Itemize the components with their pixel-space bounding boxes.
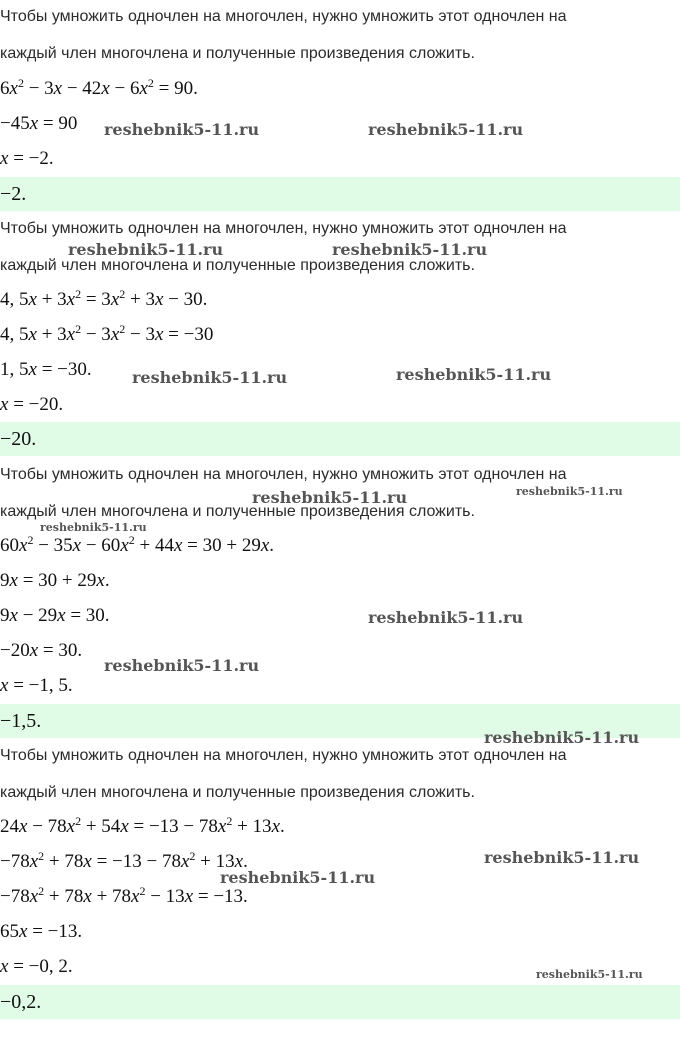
answer-box-4	[0, 985, 680, 1019]
step-3-3: 9x − 29x = 30.	[0, 605, 110, 626]
watermark: reshebnik5-11.ru	[220, 868, 376, 887]
watermark: reshebnik5-11.ru	[104, 656, 260, 675]
step-1-2: −45x = 90	[0, 113, 78, 134]
watermark: reshebnik5-11.ru	[396, 365, 552, 384]
watermark: reshebnik5-11.ru	[104, 120, 260, 139]
answer-2: −20.	[0, 428, 37, 450]
watermark: reshebnik5-11.ru	[368, 608, 524, 627]
watermark: reshebnik5-11.ru	[368, 120, 524, 139]
watermark: reshebnik5-11.ru	[252, 488, 408, 507]
step-3-1: $60x^2 - 35x - 60x^2 + 44x = 30 + 29x$.	[0, 533, 275, 556]
answer-box-2	[0, 422, 680, 456]
watermark: reshebnik5-11.ru	[484, 848, 640, 867]
watermark: reshebnik5-11.ru	[40, 521, 147, 534]
watermark: reshebnik5-11.ru	[484, 728, 640, 747]
step-4-2: $-78x^2 + 78x = -13 - 78x^2 + 13x$.	[0, 849, 248, 872]
rule-text-line1: Чтобы умножить одночлен на многочлен, нужно умножить этот одночлен на	[0, 747, 567, 764]
step-2-1: 4, $5x + 3x^2 = 3x^2 + 3x - 30$.	[0, 287, 208, 310]
watermark: reshebnik5-11.ru	[132, 368, 288, 387]
step-3-2: 9x = 30 + 29x.	[0, 570, 110, 591]
rule-text-line1: Чтобы умножить одночлен на многочлен, нужно умножить этот одночлен на	[0, 466, 567, 483]
step-1-1: $6x^2 - 3x - 42x - 6x^2 = 90$.	[0, 76, 198, 99]
step-3-5: x = −1, 5.	[0, 675, 73, 696]
answer-3: −1,5.	[0, 710, 42, 732]
rule-text-line2: каждый член многочлена и полученные произведения сложить.	[0, 45, 475, 62]
step-2-3: 1, 5x = −30.	[0, 359, 92, 380]
step-1-3: x = −2.	[0, 148, 54, 169]
answer-box-1	[0, 177, 680, 211]
step-2-2: 4, $5x + 3x^2 - 3x^2 - 3x = -30$	[0, 322, 214, 345]
rule-text-line1: Чтобы умножить одночлен на многочлен, нужно умножить этот одночлен на	[0, 220, 567, 237]
step-4-4: 65x = −13.	[0, 921, 83, 942]
rule-text-line1: Чтобы умножить одночлен на многочлен, нужно умножить этот одночлен на	[0, 8, 567, 25]
step-2-4: x = −20.	[0, 394, 64, 415]
answer-1: −2.	[0, 183, 27, 205]
step-3-4: −20x = 30.	[0, 640, 83, 661]
rule-text-line2: каждый член многочлена и полученные произведения сложить.	[0, 784, 475, 801]
watermark: reshebnik5-11.ru	[332, 240, 488, 259]
watermark: reshebnik5-11.ru	[516, 485, 623, 498]
rule-text-line2: каждый член многочлена и полученные произведения сложить.	[0, 257, 475, 274]
step-4-5: x = −0, 2.	[0, 956, 73, 977]
step-4-3: $-78x^2 + 78x + 78x^2 - 13x = -13$.	[0, 884, 248, 907]
step-4-1: $24x - 78x^2 + 54x = -13 - 78x^2 + 13x$.	[0, 814, 285, 837]
watermark: reshebnik5-11.ru	[68, 240, 224, 259]
watermark: reshebnik5-11.ru	[536, 968, 643, 981]
rule-text-line2: каждый член многочлена и полученные произведения сложить.	[0, 503, 475, 520]
answer-4: −0,2.	[0, 991, 42, 1013]
